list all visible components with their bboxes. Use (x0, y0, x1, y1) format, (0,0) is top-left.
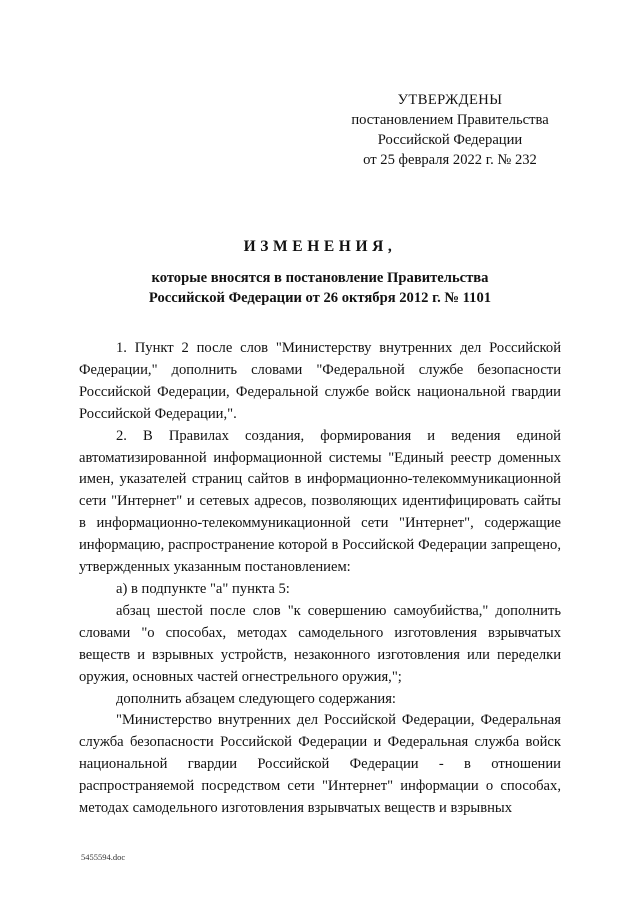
paragraph: а) в подпункте "а" пункта 5: (116, 580, 290, 597)
document-heading (0, 236, 640, 308)
subtitle-line: Российской Федерации от 26 октября 2012 г. № 1101 (148, 290, 492, 306)
approval-stamp (330, 90, 570, 170)
approval-title: УТВЕРЖДЕНЫ (397, 92, 503, 108)
approval-line: Российской Федерации (377, 132, 523, 148)
paragraph: "Министерство внутренних дел Российской Федерации, Федеральная служба безопасности Российской Федерации и Федеральная служба войск национальной гвардии Российской Федерации - в отношении распространяемой посредством сети "Интернет" информации о способах, методах самодельного изготовления взрывчатых веществ и взрывных (79, 712, 561, 817)
document-title: ИЗМЕНЕНИЯ, (243, 238, 397, 255)
paragraph: абзац шестой после слов "к совершению самоубийства," дополнить словами "о способах, методах самодельного изготовления взрывчатых веществ и взрывных устройств, незаконного изготовления или переделки оружия, основных частей огнестрельного оружия,"; (79, 602, 561, 685)
paragraph: 2. В Правилах создания, формирования и ведения единой автоматизированной информационной системы "Единый реестр доменных имен, указателей страниц сайтов в информационно-телекоммуникационной сети "Интернет" и сетевых адресов, позволяющих идентифицировать сайты в информационно-телекоммуникационной сети "Интернет", содержащие информацию, распространение которой в Российской Федерации запрещено, утвержденных указанным постановлением: (79, 427, 561, 576)
subtitle-line: которые вносятся в постановление Правительства (151, 270, 489, 286)
paragraph: дополнить абзацем следующего содержания: (116, 690, 396, 707)
approval-date: от 25 февраля 2022 г. № 232 (363, 152, 537, 168)
approval-line: постановлением Правительства (351, 112, 549, 128)
document-subtitle (0, 268, 640, 308)
paragraph: 1. Пункт 2 после слов "Министерству внутренних дел Российской Федерации," дополнить словами "Федеральной службе безопасности Российской Федерации, Федеральной службе войск национальной гвардии Российской Федерации,". (79, 340, 561, 422)
document-body (79, 338, 561, 820)
footer-filename: 5455594.doc (81, 852, 126, 862)
